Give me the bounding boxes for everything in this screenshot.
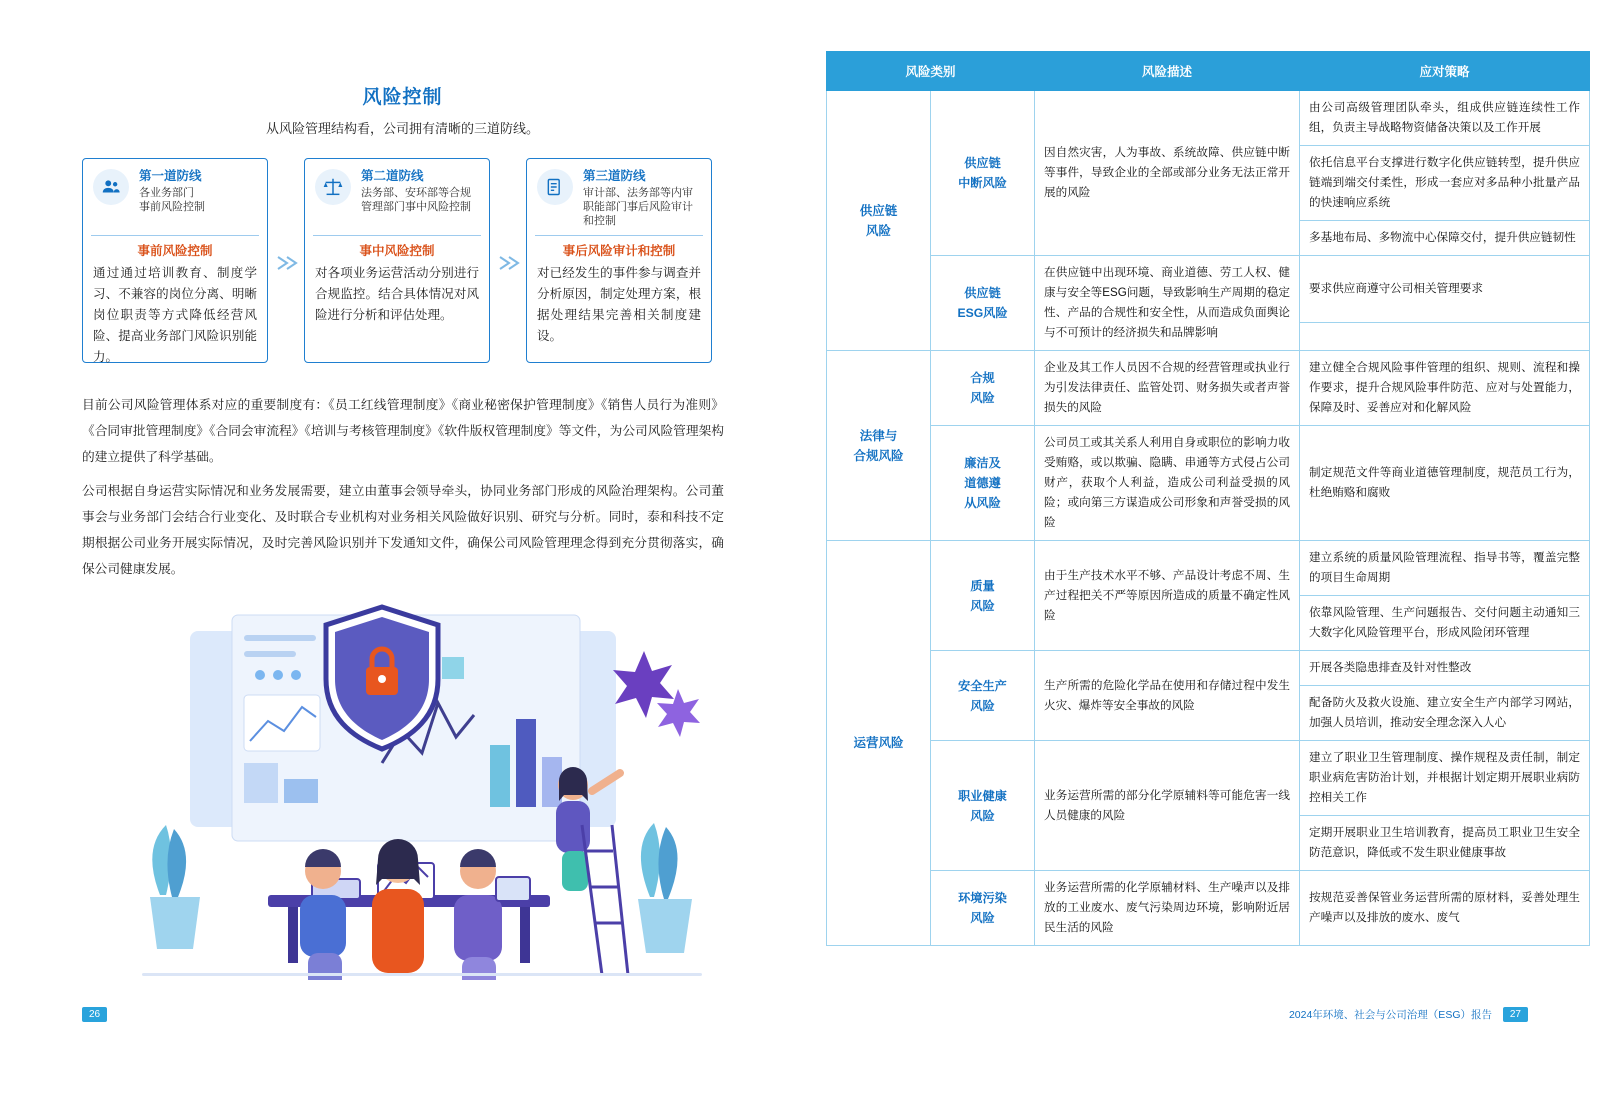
cell-description: 公司员工或其关系人利用自身或职位的影响力收受贿赂，或以欺骗、隐瞒、串通等方式侵占公司财产，获取个人利益，造成公司利益受损的风险；或向第三方谋造成公司形象和声誉受损的风险 — [1035, 426, 1300, 541]
paragraph-1: 目前公司风险管理体系对应的重要制度有：《员工红线管理制度》《商业秘密保护管理制度》《销售人员行为准则》《合同审批管理制度》《合同会审流程》《培训与考核管理制度》《软件版权管理制度》等文件，为公司风险管理架构的建立提供了科学基础。 — [82, 398, 724, 464]
cell-description: 因自然灾害，人为事故、系统故障、供应链中断等事件，导致企业的全部或部分业务无法正常开展的风险 — [1035, 91, 1300, 256]
cell-category: 运营风险 — [827, 541, 931, 946]
cell-strategy: 建立了职业卫生管理制度、操作规程及责任制，制定职业病危害防治计划，并根据计划定期开展职业病防控相关工作 — [1300, 741, 1590, 816]
cell-strategy: 多基地布局、多物流中心保障交付，提升供应链韧性 — [1300, 221, 1590, 256]
card-divider — [535, 235, 703, 236]
cell-strategy-empty — [1300, 322, 1590, 351]
cell-category: 供应链 风险 — [827, 91, 931, 351]
cell-subcategory: 安全生产 风险 — [931, 651, 1035, 741]
cell-subcategory: 质量 风险 — [931, 541, 1035, 651]
page-number-right: 27 — [1503, 1007, 1528, 1022]
risk-table-wrapper — [826, 51, 1589, 946]
arrow-icon-1 — [274, 254, 300, 272]
document-icon — [537, 169, 573, 205]
cell-strategy: 建立系统的质量风险管理流程、指导书等，覆盖完整的项目生命周期 — [1300, 541, 1590, 596]
scales-icon — [315, 169, 351, 205]
card-body-text: 通过通过培训教育、制度学习、不兼容的岗位分离、明晰岗位职责等方式降低经营风险、提高业务部门风险识别能力。 — [93, 266, 257, 364]
risk-table — [826, 51, 1590, 946]
right-page — [805, 0, 1610, 1100]
cell-strategy: 配备防火及救火设施、建立安全生产内部学习网站，加强人员培训，推动安全理念深入人心 — [1300, 686, 1590, 741]
card-body-text: 对已经发生的事件参与调查并分析原因，制定处理方案，根据处理结果完善相关制度建设。 — [537, 266, 701, 343]
page-number-left: 26 — [82, 1007, 107, 1022]
footer-report-title: 2024年环境、社会与公司治理（ESG）报告 — [1288, 1009, 1492, 1021]
cell-strategy: 制定规范文件等商业道德管理制度，规范员工行为，杜绝贿赂和腐败 — [1300, 426, 1590, 541]
table-row — [827, 256, 1590, 323]
header-risk-description: 风险描述 — [1035, 52, 1300, 91]
cell-subcategory: 合规 风险 — [931, 351, 1035, 426]
card-divider — [91, 235, 259, 236]
cell-strategy: 建立健全合规风险事件管理的组织、规则、流程和操作要求，提升合规风险事件防范、应对与处置能力，保障及时、妥善应对和化解风险 — [1300, 351, 1590, 426]
table-row — [827, 741, 1590, 816]
cell-category: 法律与 合规风险 — [827, 351, 931, 541]
card-subtitle: 各业务部门 事前风险控制 — [139, 187, 205, 213]
cell-strategy: 按规范妥善保管业务运营所需的原材料，妥善处理生产噪声以及排放的废水、废气 — [1300, 871, 1590, 946]
defense-line-card-3 — [526, 158, 712, 363]
header-risk-category: 风险类别 — [827, 52, 1035, 91]
arrow-icon-2 — [496, 254, 522, 272]
table-row — [827, 651, 1590, 686]
cell-strategy: 要求供应商遵守公司相关管理要求 — [1300, 256, 1590, 323]
card-header — [83, 159, 267, 221]
header-response-strategy: 应对策略 — [1300, 52, 1590, 91]
defense-lines-cards — [82, 158, 724, 368]
table-row — [827, 91, 1590, 146]
card-stage-label: 事后风险审计和控制 — [562, 244, 676, 258]
defense-line-card-2 — [304, 158, 490, 363]
card-title: 第一道防线 — [139, 169, 202, 183]
cell-description: 企业及其工作人员因不合规的经营管理或执业行为引发法律责任、监管处罚、财务损失或者声誉损失的风险 — [1035, 351, 1300, 426]
cell-description: 生产所需的危险化学品在使用和存储过程中发生火灾、爆炸等安全事故的风险 — [1035, 651, 1300, 741]
defense-line-card-1 — [82, 158, 268, 363]
paragraph-2: 公司根据自身运营实际情况和业务发展需要，建立由董事会领导牵头，协同业务部门形成的风险治理架构。公司董事会与业务部门会结合行业变化、及时联合专业机构对业务相关风险做好识别、研究与分析。同时，泰和科技不定期根据公司业务开展实际情况，及时完善风险识别并下发通知文件，确保公司风险管理理念得到充分贯彻落实，确保公司健康发展。 — [82, 484, 724, 576]
table-row — [827, 426, 1590, 541]
page-title: 风险控制 — [362, 87, 443, 108]
card-divider — [313, 235, 481, 236]
cell-strategy: 依托信息平台支撑进行数字化供应链转型，提升供应链端到端交付柔性，形成一套应对多品种小批量产品的快速响应系统 — [1300, 146, 1590, 221]
teamwork-illustration — [82, 595, 724, 980]
cell-subcategory: 供应链 中断风险 — [931, 91, 1035, 256]
cell-subcategory: 职业健康 风险 — [931, 741, 1035, 871]
card-stage-label: 事前风险控制 — [137, 244, 213, 258]
cell-description: 业务运营所需的部分化学原辅料等可能危害一线人员健康的风险 — [1035, 741, 1300, 871]
card-header — [527, 159, 711, 227]
card-stage-label: 事中风险控制 — [359, 244, 435, 258]
cell-description: 业务运营所需的化学原辅材料、生产噪声以及排放的工业废水、废气污染周边环境，影响附近居民生活的风险 — [1035, 871, 1300, 946]
cell-description: 由于生产技术水平不够、产品设计考虑不周、生产过程把关不严等原因所造成的质量不确定性风险 — [1035, 541, 1300, 651]
table-row — [827, 351, 1590, 426]
page-subtitle: 从风险管理结构看，公司拥有清晰的三道防线。 — [265, 121, 539, 136]
card-title: 第三道防线 — [583, 169, 646, 183]
cell-subcategory: 供应链 ESG风险 — [931, 256, 1035, 351]
cell-subcategory: 环境污染 风险 — [931, 871, 1035, 946]
cell-description: 在供应链中出现环境、商业道德、劳工人权、健康与安全等ESG问题，导致影响生产周期的稳定性、产品的合规性和安全性，从而造成负面舆论与不可预计的经济损失和品牌影响 — [1035, 256, 1300, 351]
card-subtitle: 法务部、安环部等合规管理部门事中风险控制 — [361, 187, 471, 213]
table-header-row — [827, 52, 1590, 91]
users-icon — [93, 169, 129, 205]
table-row — [827, 541, 1590, 596]
card-title: 第二道防线 — [361, 169, 424, 183]
cell-subcategory: 廉洁及 道德遵 从风险 — [931, 426, 1035, 541]
card-header — [305, 159, 489, 221]
card-subtitle: 审计部、法务部等内审职能部门事后风险审计和控制 — [583, 187, 693, 227]
card-body-text: 对各项业务运营活动分别进行合规监控。结合具体情况对风险进行分析和评估处理。 — [315, 266, 479, 322]
cell-strategy: 依靠风险管理、生产问题报告、交付问题主动通知三大数字化风险管理平台，形成风险闭环管理 — [1300, 596, 1590, 651]
cell-strategy: 由公司高级管理团队牵头，组成供应链连续性工作组，负责主导战略物资储备决策以及工作开展 — [1300, 91, 1590, 146]
table-row — [827, 871, 1590, 946]
cell-strategy: 开展各类隐患排查及针对性整改 — [1300, 651, 1590, 686]
cell-strategy: 定期开展职业卫生培训教育，提高员工职业卫生安全防范意识，降低或不发生职业健康事故 — [1300, 816, 1590, 871]
